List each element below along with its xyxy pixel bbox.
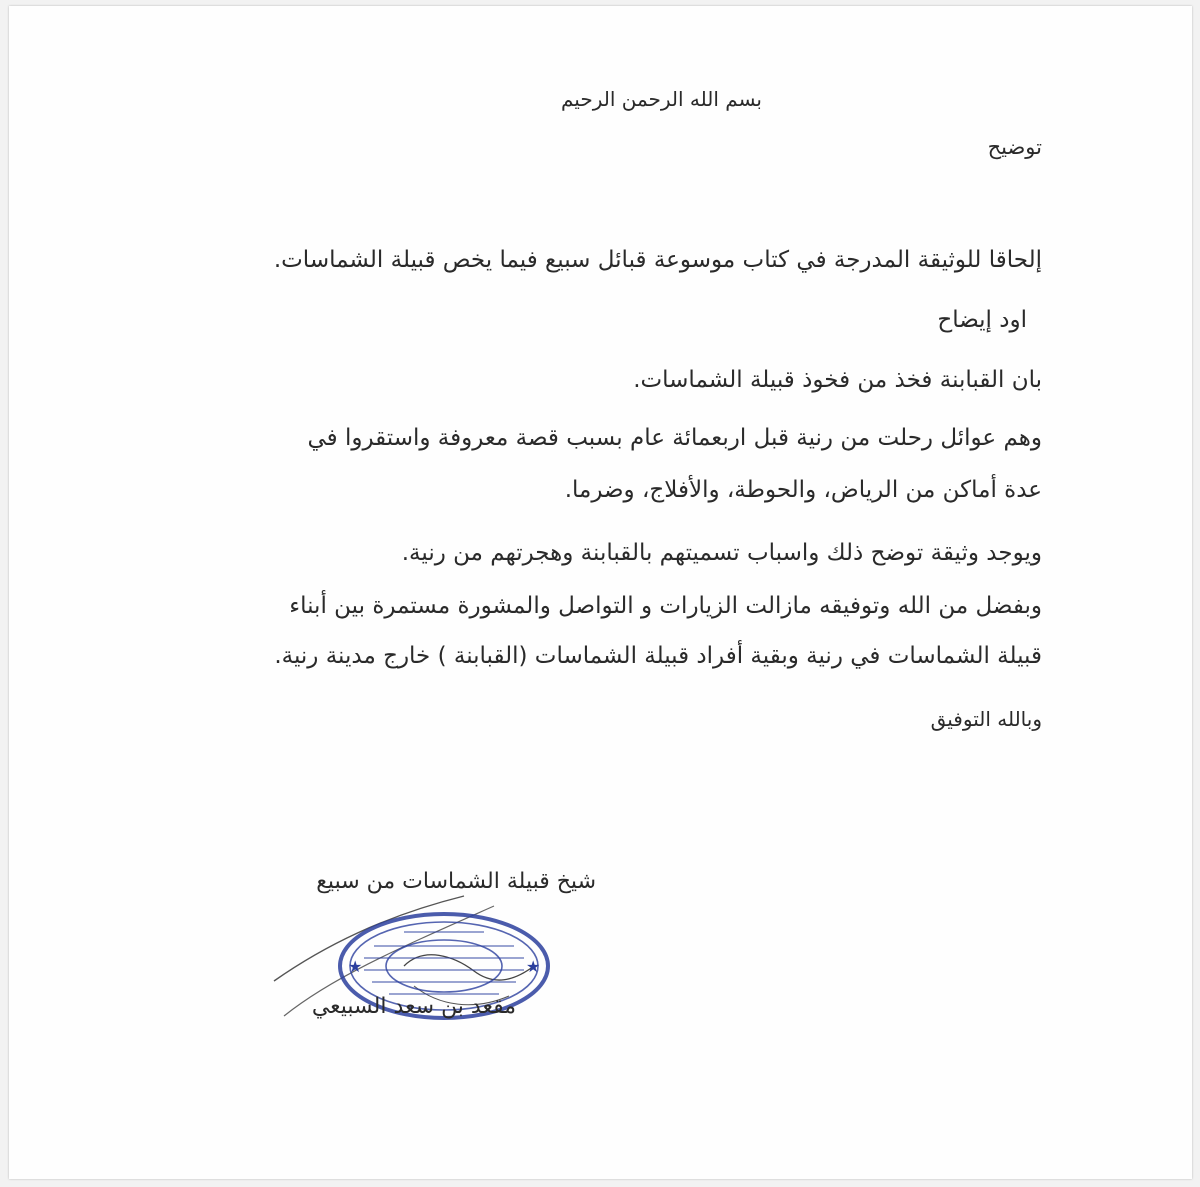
document-subject: توضيح — [987, 135, 1042, 159]
document-page — [9, 6, 1192, 1179]
body-line-5: عدة أماكن من الرياض، والحوطة، والأفلاج، وضرما. — [564, 477, 1042, 503]
body-line-2: اود إيضاح — [937, 307, 1027, 333]
basmala-heading: بسم الله الرحمن الرحيم — [560, 87, 762, 111]
signatory-name: مقعد بن سعد السبيعي — [311, 994, 516, 1019]
svg-text:★: ★ — [526, 957, 541, 976]
body-line-7: وبفضل من الله وتوفيقه مازالت الزيارات و التواصل والمشورة مستمرة بين أبناء — [289, 593, 1042, 619]
body-line-8: قبيلة الشماسات في رنية وبقية أفراد قبيلة الشماسات (القبابنة ) خارج مدينة رنية. — [274, 643, 1042, 669]
signatory-title: شيخ قبيلة الشماسات من سبيع — [316, 869, 596, 894]
body-line-3: بان القبابنة فخذ من فخوذ قبيلة الشماسات. — [633, 367, 1042, 393]
body-line-1: إلحاقا للوثيقة المدرجة في كتاب موسوعة قبائل سبيع فيما يخص قبيلة الشماسات. — [273, 247, 1042, 273]
body-line-4: وهم عوائل رحلت من رنية قبل اربعمائة عام بسبب قصة معروفة واستقروا في — [307, 425, 1042, 451]
body-line-6: ويوجد وثيقة توضح ذلك واسباب تسميتهم بالقبابنة وهجرتهم من رنية. — [401, 540, 1042, 566]
svg-text:★: ★ — [348, 957, 363, 976]
closing-line: وبالله التوفيق — [930, 707, 1042, 731]
